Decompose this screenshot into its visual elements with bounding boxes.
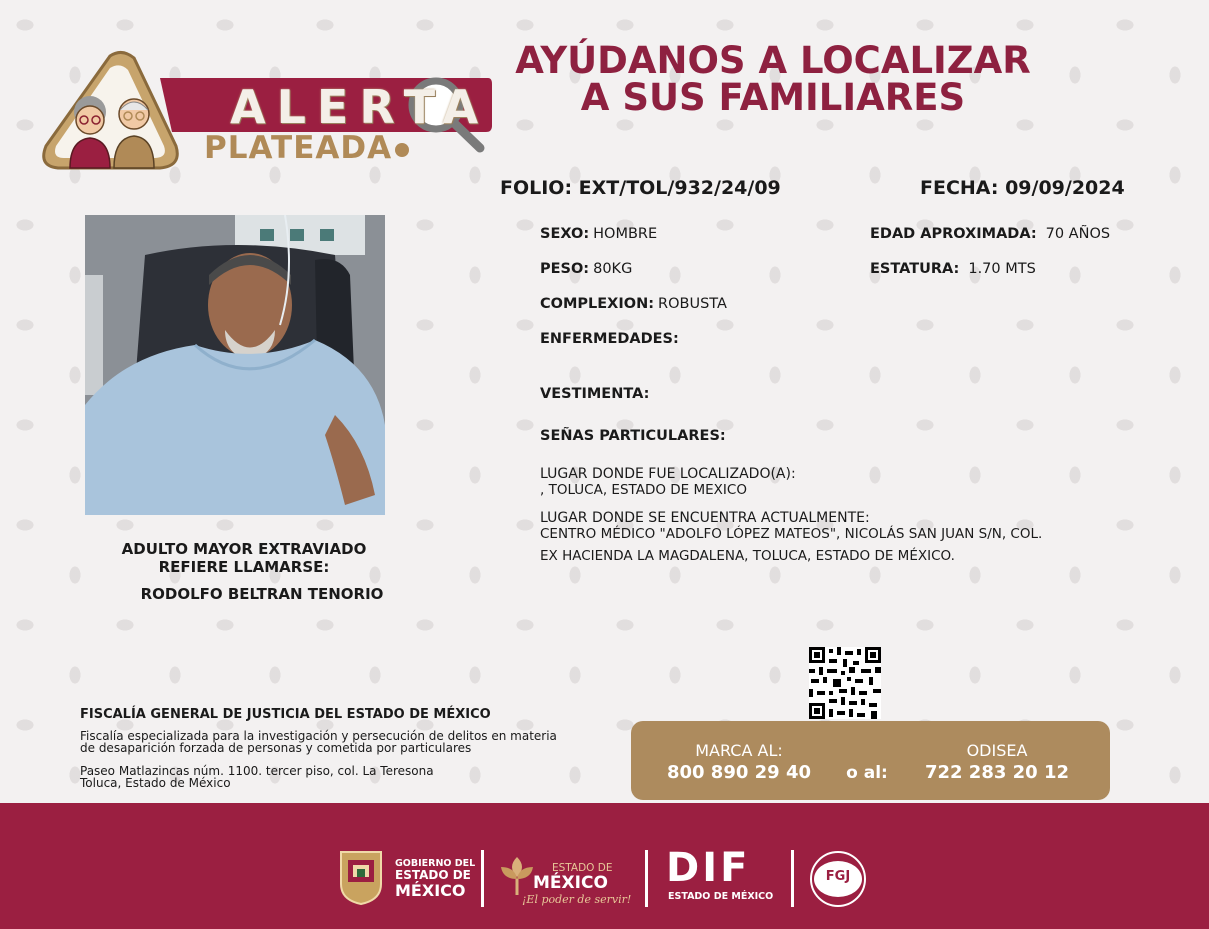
- field-enfermedades: [540, 331, 679, 347]
- localizado-value: , TOLUCA, ESTADO DE MEXICO: [540, 482, 747, 498]
- footer-separator-1: [481, 850, 484, 907]
- field-edad: [870, 226, 1110, 242]
- field-sexo: [540, 226, 657, 242]
- complexion-value: ROBUSTA: [658, 296, 727, 312]
- person-photo: [85, 215, 385, 515]
- report-date: FECHA: 09/09/2024: [920, 177, 1125, 199]
- sexo-value: HOMBRE: [593, 226, 658, 242]
- caption-line-2: REFIERE LLAMARSE:: [158, 558, 330, 576]
- qr-code[interactable]: [809, 647, 881, 719]
- field-estatura: [870, 261, 1036, 277]
- person-photo-image: [85, 215, 385, 515]
- page-headline: [498, 39, 1048, 119]
- coat-of-arms-icon: [336, 848, 386, 906]
- fiscalia-title: FISCALÍA GENERAL DE JUSTICIA DEL ESTADO DE MÉXICO: [80, 707, 491, 722]
- complexion-label: COMPLEXION:: [540, 296, 655, 312]
- fgj-seal-icon: [810, 851, 866, 907]
- footer-separator-3: [791, 850, 794, 907]
- headline-line-2: A SUS FAMILIARES: [580, 76, 966, 119]
- peso-label: PESO:: [540, 261, 590, 277]
- logo-alerta-text: ALERTA: [230, 80, 490, 134]
- actual-location-line-2: EX HACIENDA LA MAGDALENA, TOLUCA, ESTADO DE MÉXICO.: [540, 548, 955, 564]
- person-name: RODOLFO BELTRAN TENORIO: [140, 585, 384, 603]
- edomex-slogan: ¡El poder de servir!: [522, 893, 632, 906]
- fiscalia-desc-1: Fiscalía especializada para la investigación y persecución de delitos en materia: [80, 729, 557, 743]
- fgj-seal-text: FGJ: [825, 869, 851, 884]
- gobierno-line-2: ESTADO DE: [395, 868, 471, 882]
- or-label: o al:: [846, 763, 888, 783]
- gobierno-line-3: MÉXICO: [395, 881, 466, 900]
- edomex-flower-icon: [497, 853, 537, 897]
- folio-number: FOLIO: EXT/TOL/932/24/09: [500, 177, 781, 199]
- footer-separator-2: [645, 850, 648, 907]
- gobierno-line-1: GOBIERNO DEL: [395, 858, 476, 869]
- actual-location-label: LUGAR DONDE SE ENCUENTRA ACTUALMENTE:: [540, 510, 870, 526]
- dif-subtitle: ESTADO DE MÉXICO: [668, 891, 774, 902]
- edad-value: 70 AÑOS: [1045, 226, 1111, 242]
- contact-bar: [631, 721, 1110, 800]
- field-vestimenta: [540, 386, 649, 402]
- field-senas: [540, 428, 726, 444]
- edomex-line-1: ESTADO DE: [552, 862, 613, 874]
- edomex-line-2: MÉXICO: [533, 873, 608, 893]
- actual-location-line-1: CENTRO MÉDICO "ADOLFO LÓPEZ MATEOS", NICOLÁS SAN JUAN S/N, COL.: [540, 526, 1043, 542]
- edad-label: EDAD APROXIMADA:: [870, 226, 1037, 242]
- dif-logo-word: DIF: [666, 845, 751, 891]
- peso-value: 80KG: [593, 261, 633, 277]
- fiscalia-address-1: Paseo Matlazincas núm. 1100. tercer piso, col. La Teresona: [80, 764, 434, 778]
- field-peso: [540, 261, 632, 277]
- senas-label: SEÑAS PARTICULARES:: [540, 428, 726, 444]
- logo-plateada-text: PLATEADA: [204, 130, 393, 166]
- odisea-label: ODISEA: [966, 741, 1028, 760]
- localizado-label: LUGAR DONDE FUE LOCALIZADO(A):: [540, 466, 796, 482]
- estatura-value: 1.70 MTS: [968, 261, 1036, 277]
- vestimenta-label: VESTIMENTA:: [540, 386, 650, 402]
- enfermedades-label: ENFERMEDADES:: [540, 331, 679, 347]
- estatura-label: ESTATURA:: [870, 261, 960, 277]
- marca-label: MARCA AL:: [695, 741, 783, 760]
- odisea-phone[interactable]: 722 283 20 12: [924, 762, 1070, 783]
- sexo-label: SEXO:: [540, 226, 590, 242]
- fiscalia-address-2: Toluca, Estado de México: [80, 776, 231, 790]
- headline-line-1: AYÚDANOS A LOCALIZAR: [515, 39, 1031, 82]
- field-complexion: [540, 296, 727, 312]
- caption-line-1: ADULTO MAYOR EXTRAVIADO: [121, 540, 367, 558]
- fiscalia-desc-2: de desaparición forzada de personas y cometida por particulares: [80, 741, 472, 755]
- marca-phone[interactable]: 800 890 29 40: [666, 762, 812, 783]
- qr-code-icon: [809, 647, 881, 719]
- footer-banner: [0, 803, 1209, 929]
- alerta-plateada-logo: [40, 50, 500, 180]
